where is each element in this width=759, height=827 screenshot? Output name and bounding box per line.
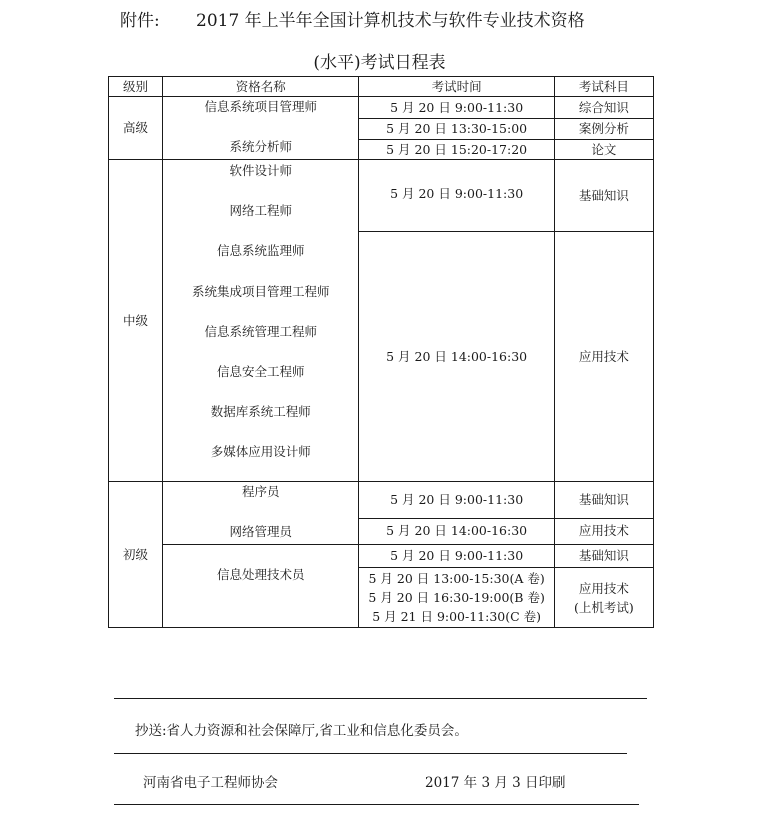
header-exam-time: 考试时间 bbox=[359, 77, 554, 97]
document-title-line1: 2017 年上半年全国计算机技术与软件专业技术资格 bbox=[196, 11, 585, 31]
issuing-org: 河南省电子工程师协会 bbox=[143, 775, 278, 791]
qualification-name: 信息安全工程师 bbox=[217, 364, 305, 379]
qualification-name: 信息系统监理师 bbox=[217, 243, 305, 258]
level-junior: 初级 bbox=[109, 482, 163, 628]
exam-subject: 论文 bbox=[554, 139, 653, 159]
exam-time: 5 月 20 日 15:20-17:20 bbox=[359, 139, 554, 159]
exam-time: 5 月 20 日 13:30-15:00 bbox=[359, 119, 554, 139]
exam-subject: 基础知识 bbox=[554, 545, 653, 568]
attachment-label: 附件: bbox=[120, 11, 160, 31]
exam-subject: 综合知识 bbox=[554, 97, 653, 119]
cc-line: 抄送:省人力资源和社会保障厅,省工业和信息化委员会。 bbox=[135, 723, 468, 739]
exam-time: 5 月 21 日 9:00-11:30(C 卷) bbox=[372, 609, 542, 624]
exam-subject: 基础知识 bbox=[554, 160, 653, 232]
exam-times-multi bbox=[359, 568, 554, 628]
divider-middle bbox=[114, 753, 627, 754]
qualification-name: 网络管理员 bbox=[229, 524, 293, 540]
exam-time: 5 月 20 日 9:00-11:30 bbox=[359, 97, 554, 119]
qualification-name: 多媒体应用设计师 bbox=[210, 444, 311, 459]
divider-top bbox=[114, 698, 647, 699]
exam-subject: 应用技术 bbox=[554, 232, 653, 482]
table-row bbox=[109, 545, 654, 568]
exam-time: 5 月 20 日 14:00-16:30 bbox=[359, 518, 554, 544]
intermediate-names bbox=[163, 160, 359, 482]
exam-time: 5 月 20 日 16:30-19:00(B 卷) bbox=[368, 590, 545, 605]
exam-subject-line1: 应用技术 bbox=[578, 580, 629, 596]
qualification-name: 网络工程师 bbox=[229, 203, 293, 218]
exam-subject-line2: (上机考试) bbox=[574, 599, 634, 615]
exam-time: 5 月 20 日 9:00-11:30 bbox=[359, 160, 554, 232]
document-title-line2: (水平)考试日程表 bbox=[313, 53, 446, 73]
table-row bbox=[109, 160, 654, 232]
qualification-name: 数据库系统工程师 bbox=[210, 404, 311, 419]
exam-time: 5 月 20 日 9:00-11:30 bbox=[359, 482, 554, 519]
header-level: 级别 bbox=[109, 77, 163, 97]
table-row bbox=[109, 482, 654, 519]
exam-subject: 应用技术 bbox=[554, 518, 653, 544]
table-header-row bbox=[109, 77, 654, 97]
qualification-name: 系统分析师 bbox=[229, 139, 293, 155]
qualification-name: 程序员 bbox=[242, 484, 280, 499]
qualification-name: 软件设计师 bbox=[229, 163, 293, 178]
exam-subject: 基础知识 bbox=[554, 482, 653, 519]
exam-subject bbox=[554, 568, 653, 628]
qualification-name: 系统集成项目管理工程师 bbox=[192, 284, 330, 299]
senior-names bbox=[163, 97, 359, 160]
qualification-name: 信息系统管理工程师 bbox=[204, 324, 318, 339]
print-date: 2017 年 3 月 3 日印刷 bbox=[425, 775, 566, 791]
junior-names-group2: 信息处理技术员 bbox=[163, 545, 359, 628]
divider-bottom bbox=[114, 804, 639, 805]
exam-time: 5 月 20 日 9:00-11:30 bbox=[359, 545, 554, 568]
level-senior: 高级 bbox=[109, 97, 163, 160]
exam-schedule-table bbox=[108, 76, 654, 628]
exam-time: 5 月 20 日 14:00-16:30 bbox=[359, 232, 554, 482]
header-qualification: 资格名称 bbox=[163, 77, 359, 97]
exam-time: 5 月 20 日 13:00-15:30(A 卷) bbox=[368, 571, 545, 586]
table-row bbox=[109, 97, 654, 119]
header-exam-subject: 考试科目 bbox=[554, 77, 653, 97]
qualification-name: 信息系统项目管理师 bbox=[204, 99, 318, 114]
level-intermediate: 中级 bbox=[109, 160, 163, 482]
exam-subject: 案例分析 bbox=[554, 119, 653, 139]
junior-names-group1 bbox=[163, 482, 359, 545]
